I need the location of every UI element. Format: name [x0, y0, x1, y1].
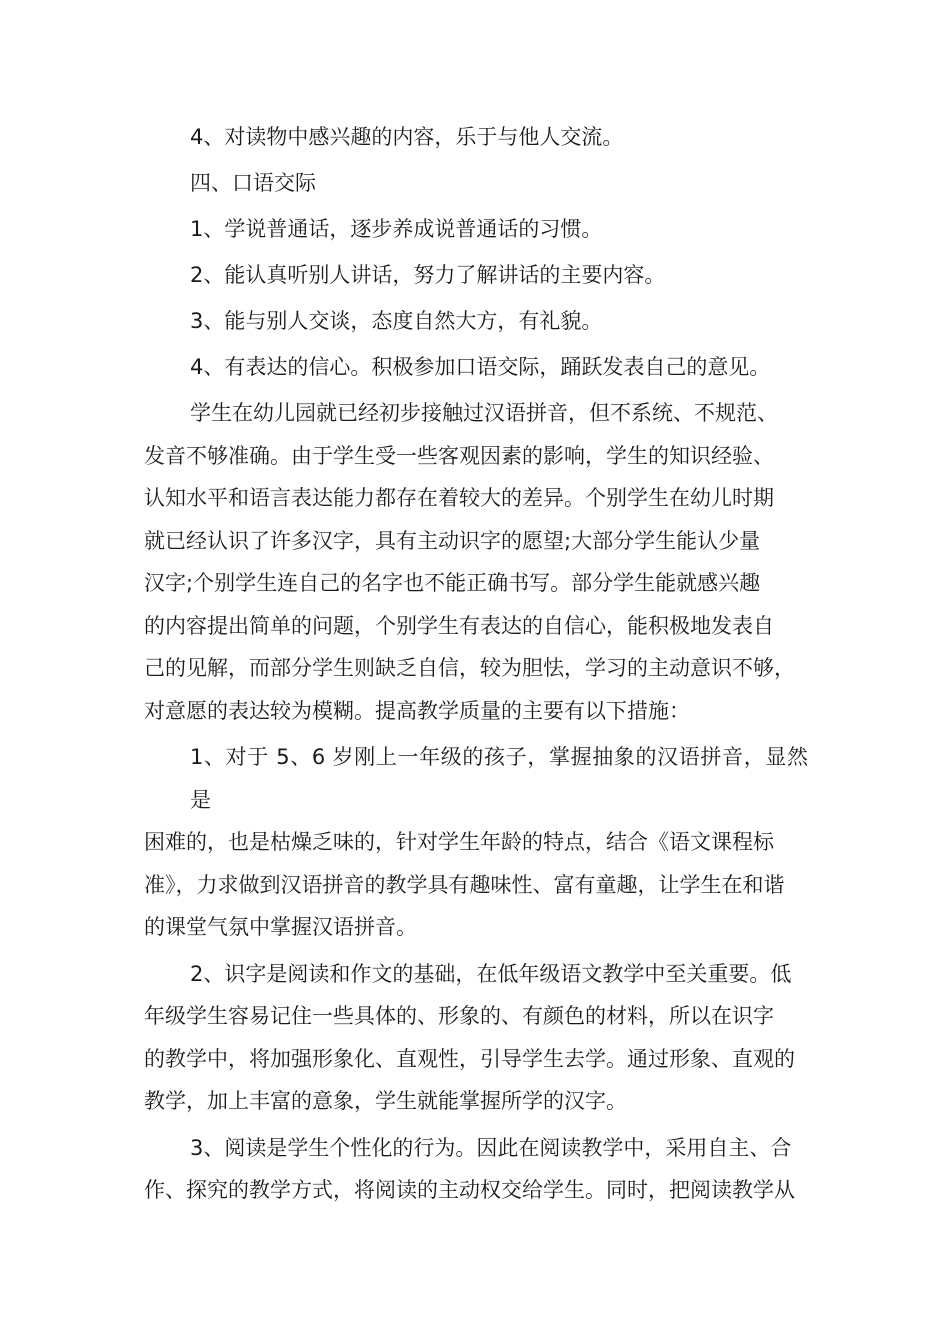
- paragraph: [144, 1127, 808, 1212]
- paragraph-line: 作、探究的教学方式，将阅读的主动权交给学生。同时，把阅读教学从: [144, 1178, 795, 1202]
- paragraph: [144, 392, 808, 732]
- list-item: 4、对读物中感兴趣的内容，乐于与他人交流。: [190, 125, 624, 149]
- paragraph-line: 2、识字是阅读和作文的基础，在低年级语文教学中至关重要。低: [190, 961, 792, 986]
- paragraph-line: 的内容提出简单的问题，个别学生有表达的自信心，能积极地发表自: [144, 613, 774, 638]
- paragraph: [144, 736, 808, 949]
- paragraph-line: 对意愿的表达较为模糊。提高教学质量的主要有以下措施：: [144, 698, 690, 723]
- paragraph-line: 汉字;个别学生连自己的名字也不能正确书写。部分学生能就感兴趣: [144, 571, 761, 595]
- paragraph-line: 就已经认识了许多汉字，具有主动识字的愿望;大部分学生能认少量: [144, 528, 761, 553]
- list-item: 3、能与别人交谈，态度自然大方，有礼貌。: [190, 309, 603, 333]
- paragraph-line: 发音不够准确。由于学生受一些客观因素的影响，学生的知识经验、: [144, 443, 774, 468]
- paragraph-line: 困难的，也是枯燥乏味的，针对学生年龄的特点，结合《语文课程标: [144, 830, 774, 854]
- paragraph: [144, 953, 808, 1123]
- paragraph-line: 准》，力求做到汉语拼音的教学具有趣味性、富有童趣，让学生在和谐: [144, 872, 785, 897]
- section-heading: 四、口语交际: [190, 171, 316, 195]
- list-item: 2、能认真听别人讲话，努力了解讲话的主要内容。: [190, 263, 666, 287]
- list-item: 4、有表达的信心。积极参加口语交际，踊跃发表自己的意见。: [190, 355, 771, 379]
- paragraph-line: 的课堂气氛中掌握汉语拼音。: [144, 915, 417, 939]
- paragraph-line: 学生在幼儿园就已经初步接触过汉语拼音，但不系统、不规范、: [190, 401, 778, 425]
- paragraph-line: 己的见解，而部分学生则缺乏自信，较为胆怯，学习的主动意识不够，: [144, 656, 795, 680]
- paragraph-line: 认知水平和语言表达能力都存在着较大的差异。个别学生在幼儿时期: [144, 486, 774, 510]
- paragraph-line: 的教学中，将加强形象化、直观性，引导学生去学。通过形象、直观的: [144, 1046, 795, 1071]
- document-body: [144, 114, 808, 1212]
- paragraph-line: 1、对于 5、6 岁刚上一年级的孩子，掌握抽象的汉语拼音，显然是: [190, 745, 808, 812]
- list-item: 1、学说普通话，逐步养成说普通话的习惯。: [190, 217, 603, 241]
- paragraph-line: 年级学生容易记住一些具体的、形象的、有颜色的材料，所以在识字: [144, 1004, 774, 1028]
- paragraph-line: 3、阅读是学生个性化的行为。因此在阅读教学中，采用自主、合: [190, 1135, 792, 1160]
- paragraph-line: 教学，加上丰富的意象，学生就能掌握所学的汉字。: [144, 1089, 627, 1113]
